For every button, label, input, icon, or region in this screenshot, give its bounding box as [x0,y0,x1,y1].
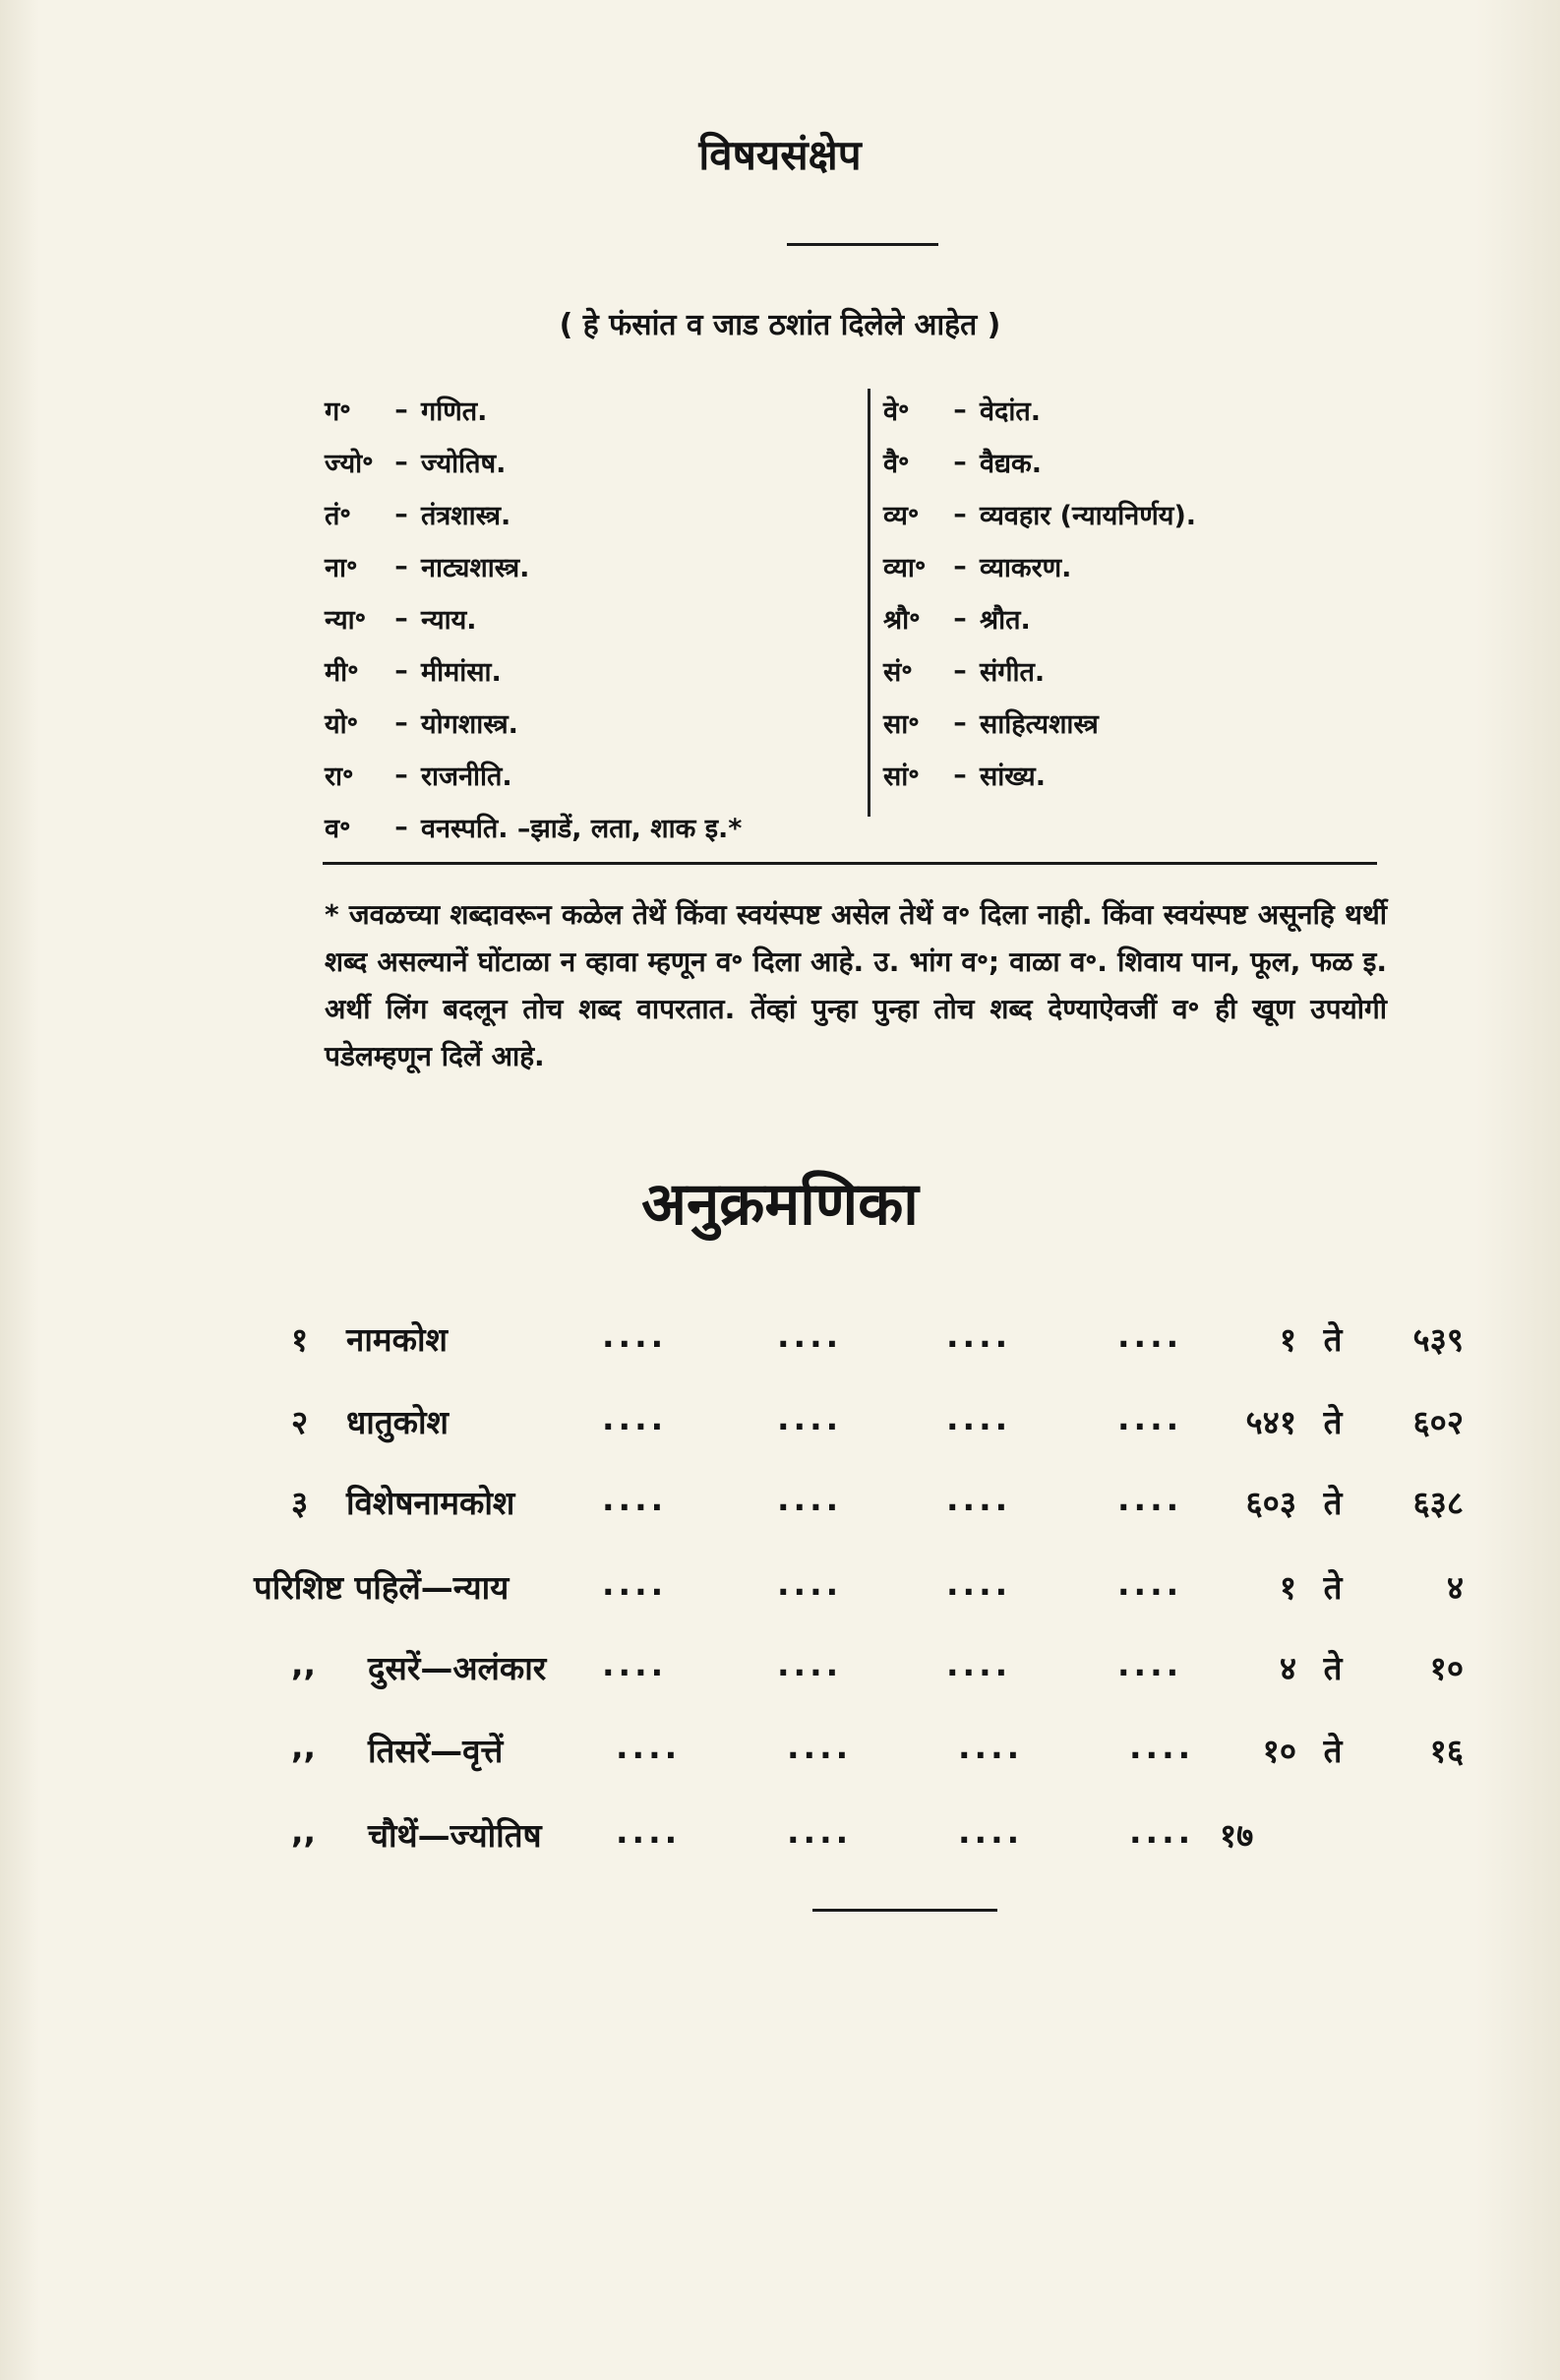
toc-dots: .... [602,1564,668,1603]
toc-label: दुसरें—अलंकार [368,1649,547,1687]
toc-dots: .... [946,1645,1012,1683]
ditto-mark: ,, [291,1728,317,1766]
toc-row [0,1399,1560,1458]
toc-dots: .... [787,1812,853,1851]
abbreviation-key: वै॰ [883,449,910,479]
abbreviation-value: साहित्यशास्त्र [980,709,1099,740]
abbreviation-row: यो॰ – योगशास्त्र. [325,697,875,749]
toc-page-to: १६ [1429,1732,1464,1770]
abbreviation-row: श्रौ॰ – श्रौत. [883,592,1434,644]
page-title: विषयसंक्षेप [698,131,862,179]
abbreviation-value: गणित. [421,397,488,427]
toc-row [0,1645,1560,1704]
abbreviation-row: सा॰ – साहित्यशास्त्र [883,697,1434,749]
abbreviation-row: व॰ – वनस्पति. –झाडें, लता, शाक इ.* [325,801,875,853]
abbreviation-row: न्या॰ – न्याय. [325,592,875,644]
abbreviation-row: मी॰ – मीमांसा. [325,644,875,697]
abbreviation-key: सा॰ [883,709,920,740]
abbreviation-key: व्य॰ [883,501,920,531]
toc-page-from: ६०३ [1245,1484,1296,1522]
toc-dots: .... [777,1316,843,1355]
abbreviation-value: व्याकरण. [980,553,1072,583]
toc-dots: .... [616,1812,682,1851]
abbreviation-key: ना॰ [325,553,358,583]
abbreviations-right [883,384,1434,801]
toc-label: विशेषनामकोश [346,1484,515,1522]
abbreviation-key: श्रौ॰ [883,605,921,636]
toc-dots: .... [1117,1564,1183,1603]
abbreviation-value: सांख्य. [980,762,1046,792]
abbreviation-value: संगीत. [980,657,1046,688]
toc-label: परिशिष्ट पहिलें—न्याय [254,1568,510,1607]
toc-page-from: १० [1262,1732,1296,1770]
toc-dots: .... [958,1812,1024,1851]
ditto-mark: ,, [291,1645,317,1683]
toc-dots: .... [602,1645,668,1683]
footnote: * जवळच्या शब्दावरून कळेल तेथें किंवा स्वयंस्पष्ट असेल तेथें व॰ दिला नाही. किंवा स्वयंस्पष्ट असूनहि थर्थी शब्द असल्यानें घोंटाळा न व्हावा म्हणून व॰ दिला आहे. उ. भांग व॰; वाळा व॰. शिवाय पान, फूल, फळ इ. अर्थी लिंग बदलून तोच शब्द वापरतात. तेंव्हां पुन्हा पुन्हा तोच शब्द देण्याऐवजीं व॰ ही खूण उपयोगी पडेलम्हणून दिलें आहे. [325,898,1387,1072]
abbreviation-key: ग॰ [325,397,351,427]
toc-page-from: ५४१ [1245,1403,1296,1441]
abbreviation-value: राजनीति. [421,762,512,792]
abbreviation-value: योगशास्त्र. [421,709,518,740]
toc-number: ३ [291,1484,309,1522]
toc-page-to: ४ [1446,1568,1464,1607]
index-heading: अनुक्रमणिका [641,1170,919,1239]
bracket-note: ( हे फंसांत व जाड ठशांत दिलेले आहेत ) [559,308,1001,342]
toc-label: चौथें—ज्योतिष [368,1816,542,1855]
abbreviation-value: तंत्रशास्त्र. [421,501,511,531]
toc-dots: .... [777,1645,843,1683]
abbreviation-row: ग॰ – गणित. [325,384,875,436]
toc-dots: .... [777,1480,843,1518]
toc-dots: .... [1117,1480,1183,1518]
abbreviation-value: न्याय. [421,605,477,636]
abbreviation-row: वे॰ – वेदांत. [883,384,1434,436]
abbreviation-row: ना॰ – नाट्यशास्त्र. [325,540,875,592]
toc-page-to: ६०२ [1412,1403,1464,1441]
abbreviation-row: व्य॰ – व्यवहार (न्यायनिर्णय). [883,488,1434,540]
toc-dots: .... [616,1728,682,1766]
toc-dots: .... [946,1399,1012,1437]
toc-dots: .... [946,1316,1012,1355]
abbreviation-value: ज्योतिष. [421,449,507,479]
toc-to-word: ते [1323,1649,1343,1687]
toc-page-from: १७ [1220,1816,1254,1855]
abbreviation-key: रा॰ [325,762,354,792]
toc-row [0,1812,1560,1871]
toc-number: २ [291,1403,309,1441]
toc-dots: .... [946,1480,1012,1518]
abbreviation-row: ज्यो॰ – ज्योतिष. [325,436,875,488]
abbreviation-key: यो॰ [325,709,359,740]
abbreviation-key: तं॰ [325,501,351,531]
toc-dots: .... [602,1316,668,1355]
abbreviation-key: न्या॰ [325,605,367,636]
abbreviation-value: वैद्यक. [980,449,1043,479]
abbreviation-key: सं॰ [883,657,913,688]
toc-row [0,1316,1560,1375]
toc-dots: .... [1129,1728,1195,1766]
abbreviation-value: श्रौत. [980,605,1031,636]
abbreviation-row: रा॰ – राजनीति. [325,749,875,801]
end-rule [812,1909,997,1912]
abbreviation-key: व्या॰ [883,553,927,583]
abbreviation-key: मी॰ [325,657,359,688]
toc-to-word: ते [1323,1484,1343,1522]
toc-number: १ [291,1320,309,1359]
abbreviation-key: वे॰ [883,397,910,427]
toc-dots: .... [602,1399,668,1437]
toc-page-to: ६३८ [1412,1484,1464,1522]
abbreviation-row: व्या॰ – व्याकरण. [883,540,1434,592]
ditto-mark: ,, [291,1812,317,1851]
title-underline [787,243,938,246]
toc-label: नामकोश [346,1320,448,1359]
abbreviation-row: वै॰ – वैद्यक. [883,436,1434,488]
toc-to-word: ते [1323,1732,1343,1770]
toc-dots: .... [777,1564,843,1603]
toc-to-word: ते [1323,1403,1343,1441]
toc-label: तिसरें—वृत्तें [368,1732,504,1770]
abbreviation-key: व॰ [325,814,351,844]
toc-to-word: ते [1323,1568,1343,1607]
toc-to-word: ते [1323,1320,1343,1359]
toc-dots: .... [946,1564,1012,1603]
toc-dots: .... [1129,1812,1195,1851]
abbreviation-row: तं॰ – तंत्रशास्त्र. [325,488,875,540]
toc-label: धातुकोश [346,1403,449,1441]
abbreviations-left [325,384,875,853]
toc-dots: .... [777,1399,843,1437]
toc-dots: .... [958,1728,1024,1766]
toc-row [0,1728,1560,1787]
toc-dots: .... [1117,1645,1183,1683]
toc-page-from: ४ [1279,1649,1296,1687]
abbreviation-row: सं॰ – संगीत. [883,644,1434,697]
toc-dots: .... [787,1728,853,1766]
abbreviation-key: सां॰ [883,762,920,792]
abbreviation-value: वनस्पति. –झाडें, लता, शाक इ.* [421,814,743,844]
toc-row [0,1480,1560,1539]
abbreviation-value: वेदांत. [980,397,1041,427]
toc-row [0,1564,1560,1623]
toc-page-to: ५३९ [1412,1320,1464,1359]
abbreviation-row: सां॰ – सांख्य. [883,749,1434,801]
column-divider [868,389,870,817]
abbreviation-key: ज्यो॰ [325,449,374,479]
toc-page-from: १ [1279,1568,1296,1607]
toc-dots: .... [602,1480,668,1518]
abbreviation-value: व्यवहार (न्यायनिर्णय). [980,501,1197,531]
section-rule [323,862,1377,865]
abbreviation-value: मीमांसा. [421,657,502,688]
toc-dots: .... [1117,1399,1183,1437]
abbreviation-value: नाट्यशास्त्र. [421,553,530,583]
toc-page-to: १० [1429,1649,1464,1687]
toc-page-from: १ [1279,1320,1296,1359]
toc-dots: .... [1117,1316,1183,1355]
